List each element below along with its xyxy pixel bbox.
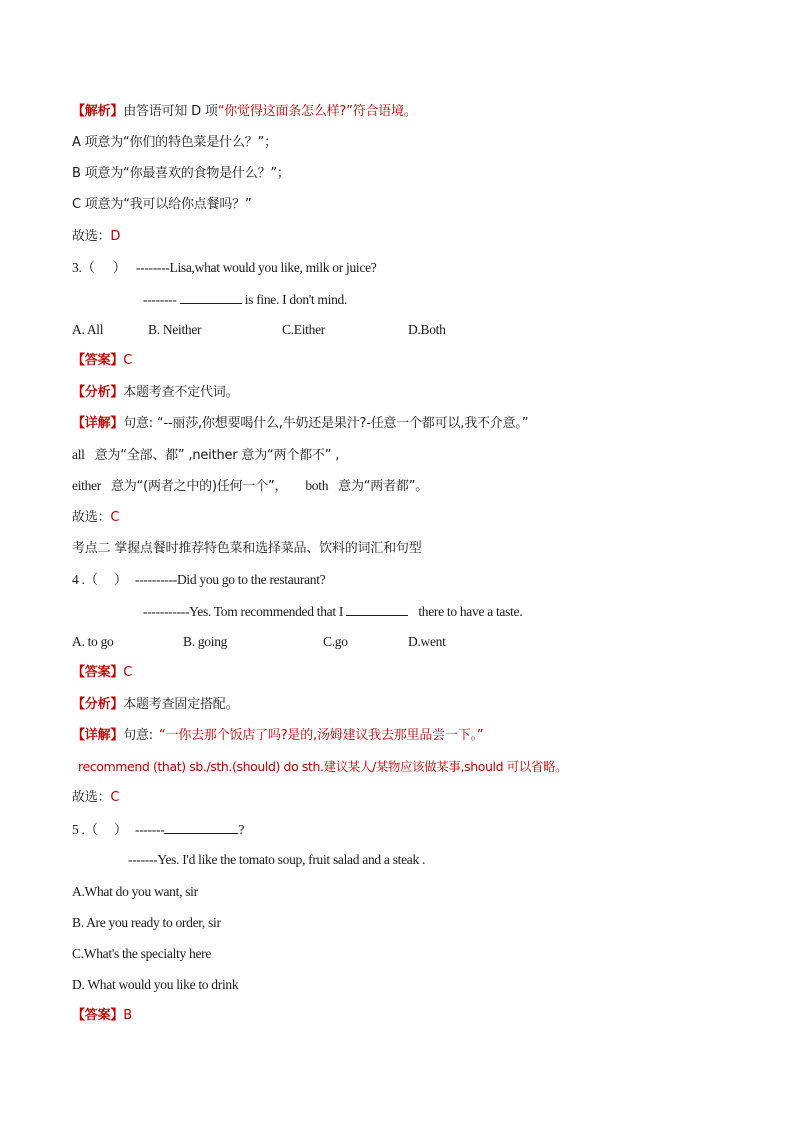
question-4-options: [72, 633, 722, 651]
note-text-3: 意为“两者都”。: [338, 479, 429, 494]
question-5-paren-close: ）: [113, 822, 128, 837]
option-c-meaning: C 项意为“我可以给你点餐吗？”: [72, 197, 252, 212]
question-4-note: recommend (that) sb./sth.(should) do sth.建议某人/某物应该做某事,should 可以省略。: [78, 759, 568, 774]
question-3-line1: --------Lisa,what would you like, milk or juice?: [135, 260, 377, 275]
detail-label: 句意:: [123, 728, 153, 743]
question-3-reply-text: is fine. I don't mind.: [244, 292, 348, 307]
question-5-qmark: ?: [238, 822, 245, 837]
choice-value: D: [110, 229, 121, 244]
analysis-text: 本题考查不定代词。: [123, 385, 239, 400]
answer-value: C: [123, 353, 133, 368]
question-4-option-a: A. to go: [72, 634, 114, 649]
detail-text: 句意: “--丽莎,你想要喝什么,牛奶还是果汁?-任意一个都可以,我不介意。”: [123, 416, 529, 431]
answer-value: C: [123, 665, 133, 680]
question-3-option-a: A. All: [72, 322, 104, 337]
choice-line: [72, 228, 120, 246]
question-3-reply-dash: --------: [143, 292, 177, 307]
choice-value: C: [110, 790, 120, 805]
question-5-reply: -------Yes. I'd like the tomato soup, fruit salad and a steak .: [128, 852, 426, 867]
explanation-tag: 【解析】: [72, 104, 124, 119]
analysis-text: 本题考查固定搭配。: [123, 697, 239, 712]
note-text-2: 意为“(两者之中的)任何一个”，: [110, 479, 288, 494]
answer-tag: 【答案】: [72, 353, 124, 368]
question-5-option-c: C.What's the specialty here: [72, 946, 212, 961]
detail-tag: 【详解】: [72, 416, 124, 431]
question-3-answer: [72, 352, 132, 370]
question-3-options: [72, 321, 722, 339]
explanation-text: 由答语可知 D 项: [123, 104, 218, 119]
question-4-option-c: C.go: [323, 634, 348, 649]
question-4-answer: [72, 664, 132, 682]
question-4-number: 4 .（: [72, 572, 98, 587]
question-4-detail: [72, 727, 483, 745]
question-3-number: 3.（: [72, 260, 95, 275]
answer-tag: 【答案】: [72, 1008, 124, 1023]
note-word-both: both: [305, 478, 329, 493]
question-4-reply-text: -----------Yes. Tom recommended that I: [143, 604, 344, 619]
explanation-quote: “你觉得这面条怎么样?”符合语境。: [217, 104, 417, 119]
question-4-stem: [72, 571, 325, 589]
question-4-reply: [143, 602, 522, 621]
detail-text: “一你去那个饭店了吗?是的,汤姆建议我去那里品尝一下。”: [158, 728, 484, 743]
section-title: 考点二 掌握点餐时推荐特色菜和选择菜品、饮料的词汇和句型: [72, 541, 422, 556]
question-3-option-d: D.Both: [408, 322, 446, 337]
question-4-reply-end: there to have a taste.: [418, 604, 523, 619]
question-5-option-a: A.What do you want, sir: [72, 884, 198, 899]
question-4-analysis: [72, 696, 238, 714]
question-3-note-2: [72, 477, 428, 496]
question-3-paren-close: ）: [112, 260, 126, 275]
question-5-option-b: B. Are you ready to order, sir: [72, 915, 221, 930]
answer-tag: 【答案】: [72, 665, 124, 680]
note-text-1: 意为“全部、都” ,neither 意为“两个都不” ,: [94, 448, 340, 463]
question-3-choice: [72, 509, 119, 527]
question-3-reply: [143, 290, 347, 309]
choice-label: 故选：: [72, 229, 111, 244]
question-4-option-b: B. going: [183, 634, 228, 649]
question-5-answer: [72, 1007, 132, 1025]
note-word-all: all: [72, 447, 85, 462]
question-4-option-d: D.went: [408, 634, 446, 649]
choice-label: 故选：: [72, 510, 111, 525]
answer-value: B: [123, 1008, 132, 1023]
question-4-blank: [346, 602, 408, 616]
question-3-option-c: C.Either: [282, 322, 325, 337]
note-word-either: either: [72, 478, 101, 493]
question-5-number: 5 .（: [72, 822, 98, 837]
option-b-meaning: B 项意为“你最喜欢的食物是什么？”；: [72, 166, 290, 181]
question-3-analysis: [72, 384, 238, 402]
question-3-stem: [72, 259, 376, 277]
question-3-note-1: [72, 446, 339, 465]
question-3-blank: [180, 290, 242, 304]
question-5-blank: [164, 820, 238, 834]
analysis-tag: 【分析】: [72, 697, 124, 712]
explanation-line: [72, 103, 417, 121]
choice-value: C: [110, 510, 120, 525]
option-a-meaning: A 项意为“你们的特色菜是什么？”；: [72, 135, 277, 150]
detail-tag: 【详解】: [72, 728, 124, 743]
question-5-option-d: D. What would you like to drink: [72, 977, 239, 992]
question-3-option-b: B. Neither: [148, 322, 202, 337]
choice-label: 故选：: [72, 790, 111, 805]
question-3-detail: [72, 415, 528, 433]
question-5-dash: -------: [135, 822, 165, 837]
question-4-paren-close: ）: [113, 572, 128, 587]
question-5-stem: [72, 820, 244, 839]
question-4-line1: ----------Did you go to the restaurant?: [135, 572, 326, 587]
analysis-tag: 【分析】: [72, 385, 124, 400]
question-4-choice: [72, 789, 119, 807]
